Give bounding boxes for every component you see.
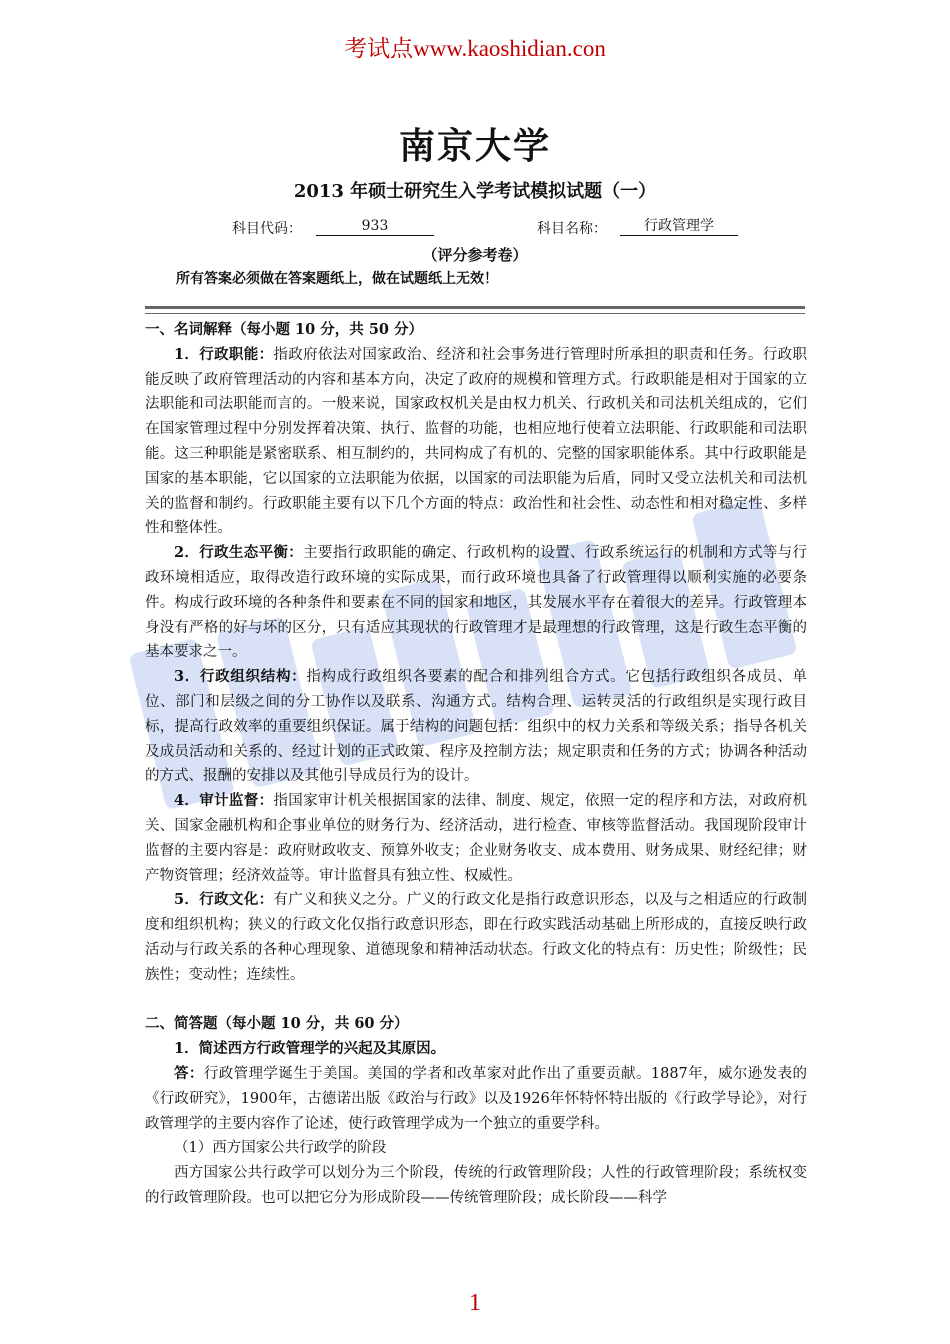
subject-code-label: 科目代码：	[232, 221, 302, 237]
term-definition: 主要指行政职能的确定、行政机构的设置、行政系统运行的机制和方式等与行政环境相适应，取得改造行政环境的实际成果，而行政环境也具备了行政管理得以顺利实施的必要条件。构成行政环境的各种条件和要素在不同的国家和地区，其发展水平存在着很大的差异。行政管理本身没有严格的好与坏的区分，只有适应其现状的行政管理才是最理想的行政管理，这是行政生态平衡的基本要求之一。	[145, 545, 808, 661]
answer-label: 答：	[174, 1064, 204, 1082]
term-definition: 指国家审计机关根据国家的法律、制度、规定，依照一定的程序和方法，对政府机关、国家金融机构和企事业单位的财务行为、经济活动，进行检查、审核等监督活动。我国现阶段审计监督的主要内容是：政府财政收支、预算外收支；企业财务收支、成本费用、财务成果、财经纪律；财产物资管理；经济效益等。审计监督具有独立性、权威性。	[145, 793, 808, 884]
term-title: 3．行政组织结构：	[174, 668, 307, 686]
question-title: 1．简述西方行政管理学的兴起及其原因。	[174, 1040, 446, 1058]
site-header-link[interactable]: 考试点www.kaoshidian.con	[344, 36, 606, 61]
answer-notice: 所有答案必须做在答案题纸上，做在试题纸上无效！	[176, 271, 498, 287]
page-number: 1	[469, 1290, 481, 1316]
exam-title: 2013 年硕士研究生入学考试模拟试题（一）	[293, 181, 657, 202]
term-item	[145, 888, 807, 987]
term-item	[145, 665, 807, 789]
section-spacer	[145, 988, 807, 1013]
term-title: 1．行政职能：	[174, 345, 274, 363]
subject-code-value: 933	[316, 218, 434, 236]
term-item	[145, 541, 807, 665]
header-divider-thick	[145, 306, 805, 309]
term-item	[145, 343, 807, 541]
term-definition: 指构成行政组织各要素的配合和排列组合方式。它包括行政组织各成员、单位、部门和层级之间的分工协作以及联系、沟通方式。结构合理、运转灵活的行政组织是实现行政目标，提高行政效率的重要组织保证。属于结构的问题包括：组织中的权力关系和等级关系；指导各机关及成员活动和关系的、经过计划的正式政策、程序及控制方法；规定职责和任务的方式；协调各种活动的方式、报酬的安排以及其他引导成员行为的设计。	[145, 669, 807, 785]
answer-subheading: （1）西方国家公共行政学的阶段	[174, 1140, 387, 1157]
subject-name-value: 行政管理学	[620, 218, 738, 236]
term-title: 4．审计监督：	[174, 792, 274, 810]
answer-paragraph	[145, 1062, 807, 1136]
answer-body	[145, 318, 807, 1211]
term-item	[145, 789, 807, 888]
header-divider-thin	[145, 313, 805, 314]
term-definition: 指政府依法对国家政治、经济和社会事务进行管理时所承担的职责和任务。行政职能反映了政府管理活动的内容和基本方向，决定了政府的规模和管理方式。行政职能是相对于国家的立法职能和司法职能而言的。一般来说，国家政权机关是由权力机关、行政机关和司法机关组成的，它们在国家管理过程中分别发挥着决策、执行、监督的功能，也相应地行使着立法职能、行政职能和司法职能。这三种职能是紧密联系、相互制约的，共同构成了有机的、完整的国家职能体系。其中行政职能是国家的基本职能，它以国家的立法职能为依据，以国家的司法职能为后盾，同时又受立法机关和司法机关的监督和制约。行政职能主要有以下几个方面的特点：政治性和社会性、动态性和相对稳定性、多样性和整体性。	[145, 346, 808, 537]
section-2-heading: 二、简答题（每小题 10 分，共 60 分）	[145, 1015, 409, 1033]
term-title: 2．行政生态平衡：	[174, 544, 304, 562]
subject-name-label: 科目名称：	[537, 221, 607, 237]
answer-text: 行政管理学诞生于美国。美国的学者和改革家对此作出了重要贡献。1887年，威尔逊发表的《行政研究》，1900年，古德诺出版《政治与行政》以及1926年怀特怀特出版的《行政学导论》，对行政管理学的主要内容作了论述，使行政管理学成为一个独立的重要学科。	[145, 1065, 807, 1132]
score-reference-label: （评分参考卷）	[422, 246, 528, 264]
term-title: 5．行政文化：	[174, 891, 274, 909]
university-title: 南京大学	[398, 125, 551, 167]
section-1-heading: 一、名词解释（每小题 10 分，共 50 分）	[145, 321, 424, 338]
answer-subtext: 西方国家公共行政学可以划分为三个阶段，传统的行政管理阶段；人性的行政管理阶段；系统权变的行政管理阶段。也可以把它分为形成阶段——传统管理阶段；成长阶段——科学	[145, 1165, 807, 1206]
term-definition: 有广义和狭义之分。广义的行政文化是指行政意识形态，以及与之相适应的行政制度和组织机构；狭义的行政文化仅指行政意识形态，即在行政实践活动基础上所形成的，直接反映行政活动与行政关系的各种心理现象、道德现象和精神活动状态。行政文化的特点有：历史性；阶级性；民族性；变动性；连续性。	[145, 892, 808, 983]
